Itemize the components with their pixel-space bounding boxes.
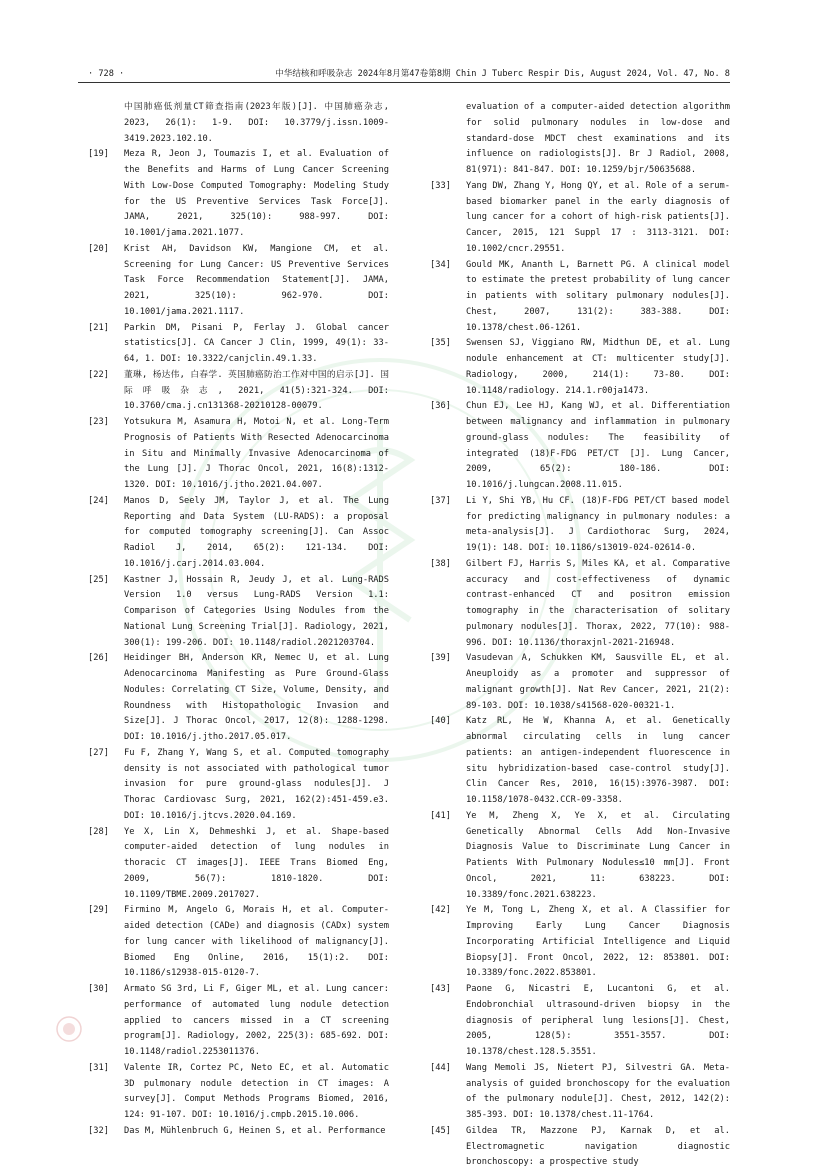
reference-text: Fu F, Zhang Y, Wang S, et al. Computed tomography density is not associated with pathological tumor invasion for pure ground-glass nodules[J]. J Thorac Cardiovasc Surg, 2021, 162(2):451-459.e3. DOI: 10.1016/j.jtcvs.2020.04.169. — [124, 747, 389, 821]
reference-item — [430, 179, 730, 258]
reference-number: [40] — [430, 716, 451, 727]
reference-number: [45] — [430, 1125, 451, 1136]
reference-number: [29] — [88, 905, 109, 916]
reference-number — [430, 100, 466, 179]
reference-text: Chun EJ, Lee HJ, Kang WJ, et al. Differentiation between malignancy and inflammation in pulmonary ground-glass nodules: The feasibility of integrated (18)F-FDG PET/CT [J]. Lung Cancer, 2009, 65(2): 180-186. DOI: 10.1016/j.lungcan.2008.11.015. — [466, 401, 730, 490]
reference-text: Yotsukura M, Asamura H, Motoi N, et al. Long-Term Prognosis of Patients With Resected Adenocarcinoma in Situ and Minimally Invasive Adenocarcinoma of the Lung [J]. J Thorac Oncol, 2021, 16(8):1312-1320. DOI: 10.1016/j.jtho.2021.04.007. — [124, 417, 389, 490]
reference-number: [19] — [88, 149, 109, 160]
reference-number: [23] — [88, 417, 109, 427]
reference-text: Heidinger BH, Anderson KR, Nemec U, et al. Lung Adenocarcinoma Manifesting as Pure Ground-Glass Nodules: Correlating CT Size, Volume, Density, and Roundness with Histopathologic Invasion and Size[J]. J Thorac Oncol, 2017, 12(8): 1288-1298. DOI: 10.1016/j.jtho.2017.05.017. — [124, 653, 389, 742]
references-right-column — [430, 100, 730, 1171]
reference-text: Gould MK, Ananth L, Barnett PG. A clinical model to estimate the pretest probability of lung cancer in patients with solitary pulmonary nodules[J]. Chest, 2007, 131(2): 383-388. DOI: 10.1378/chest.06-1261. — [466, 259, 730, 333]
reference-item — [430, 714, 730, 809]
reference-item — [88, 1061, 389, 1124]
reference-text: Swensen SJ, Viggiano RW, Midthun DE, et al. Lung nodule enhancement at CT: multicenter study[J]. Radiology, 2000, 214(1): 73-80. DOI: 10.1148/radiology. 214.1.r00ja1473. — [466, 338, 730, 396]
reference-number: [34] — [430, 259, 451, 270]
reference-item — [430, 494, 730, 557]
reference-item — [430, 903, 730, 982]
reference-text: Kastner J, Hossain R, Jeudy J, et al. Lung-RADS Version 1.0 versus Lung-RADS Version 1.1: Comparison of Categories Using Nodules from the National Lung Screening Trial[J]. Radiology, 2021, 300(1): 199-206. DOI: 10.1148/radiol.2021203704. — [124, 574, 389, 648]
reference-number: [44] — [430, 1062, 451, 1073]
reference-number: [43] — [430, 984, 451, 994]
reference-item — [88, 415, 389, 494]
reference-number: [37] — [430, 495, 451, 506]
reference-number: [31] — [88, 1062, 109, 1073]
reference-number: [32] — [88, 1125, 109, 1136]
reference-item — [88, 746, 389, 825]
reference-number: [39] — [430, 653, 451, 664]
reference-number: [28] — [88, 826, 109, 837]
reference-text: Wang Memoli JS, Nietert PJ, Silvestri GA. Meta-analysis of guided bronchoscopy for the evaluation of the pulmonary nodule[J]. Chest, 2012, 142(2): 385-393. DOI: 10.1378/chest.11-1764. — [466, 1062, 730, 1120]
reference-item — [88, 651, 389, 746]
reference-text: Gildea TR, Mazzone PJ, Karnak D, et al. Electromagnetic navigation diagnostic bronchoscopy: a prospective study — [466, 1125, 730, 1168]
reference-item — [88, 147, 389, 242]
reference-item — [88, 903, 389, 982]
reference-item — [88, 494, 389, 573]
references-left-column — [88, 100, 389, 1140]
reference-number: [25] — [88, 574, 109, 585]
reference-item — [430, 1124, 730, 1171]
header-rule — [78, 82, 730, 83]
reference-number: [38] — [430, 558, 451, 569]
reference-text: Ye M, Tong L, Zheng X, et al. A Classifier for Improving Early Lung Cancer Diagnosis Incorporating Artificial Intelligence and Liquid Biopsy[J]. Front Oncol, 2022, 12: 853801. DOI: 10.3389/fonc.2022.853801. — [466, 905, 730, 979]
reference-item — [430, 982, 730, 1061]
reference-text: Li Y, Shi YB, Hu CF. (18)F-FDG PET/CT based model for predicting malignancy in pulmonary nodules: a meta-analysis[J]. J Cardiothorac Surg, 2024, 19(1): 148. DOI: 10.1186/s13019-024-02614-0. — [466, 495, 730, 553]
publisher-seal-icon — [56, 1016, 82, 1042]
reference-item — [430, 557, 730, 652]
reference-text: 董琳, 杨达伟, 白春学. 英国肺癌防治工作对中国的启示[J]. 国际呼吸杂志, 2021, 41(5):321-324. DOI: 10.3760/cma.j.cn131368-20210128-00079. — [124, 369, 389, 412]
reference-item — [430, 399, 730, 494]
reference-item — [430, 651, 730, 714]
reference-item — [88, 242, 389, 321]
reference-number: [30] — [88, 984, 109, 994]
reference-item — [88, 368, 389, 415]
reference-text: Gilbert FJ, Harris S, Miles KA, et al. Comparative accuracy and cost-effectiveness of dynamic contrast-enhanced CT and positron emission tomography in the characterisation of solitary pulmonary nodules[J]. Thorax, 2022, 77(10): 988-996. DOI: 10.1136/thoraxjnl-2021-216948. — [466, 558, 730, 648]
reference-number: [20] — [88, 243, 109, 254]
reference-item — [88, 825, 389, 904]
reference-number: [24] — [88, 495, 109, 506]
reference-number: [21] — [88, 322, 109, 333]
reference-text: Ye X, Lin X, Dehmeshki J, et al. Shape-based computer-aided detection of lung nodules in thoracic CT images[J]. IEEE Trans Biomed Eng, 2009, 56(7): 1810-1820. DOI: 10.1109/TBME.2009.2017027. — [124, 826, 389, 900]
reference-item — [430, 1061, 730, 1124]
page-header — [78, 66, 730, 82]
reference-item — [88, 321, 389, 368]
reference-text: Paone G, Nicastri E, Lucantoni G, et al. Endobronchial ultrasound-driven biopsy in the diagnosis of peripheral lung lesions[J]. Chest, 2005, 128(5): 3551-3557. DOI: 10.1378/chest.128.5.3551. — [466, 984, 730, 1057]
reference-text: Das M, Mühlenbruch G, Heinen S, et al. Performance — [124, 1125, 386, 1136]
reference-text: Yang DW, Zhang Y, Hong QY, et al. Role of a serum-based biomarker panel in the early diagnosis of lung cancer for a cohort of high-risk patients[J]. Cancer, 2015, 121 Suppl 17 : 3113-3121. DOI: 10.1002/cncr.29551. — [466, 180, 730, 254]
reference-number: [35] — [430, 338, 451, 349]
reference-number: [27] — [88, 747, 109, 758]
reference-text: Krist AH, Davidson KW, Mangione CM, et al. Screening for Lung Cancer: US Preventive Services Task Force Recommendation Statement[J]. JAMA, 2021, 325(10): 962-970. DOI: 10.1001/jama.2021.1117. — [124, 243, 389, 317]
publisher-logo — [56, 1012, 236, 1052]
reference-number: [36] — [430, 401, 451, 412]
reference-item — [88, 573, 389, 652]
reference-text: Manos D, Seely JM, Taylor J, et al. The Lung Reporting and Data System (LU-RADS): a proposal for computed tomography screening[J]. Can Assoc Radiol J, 2014, 65(2): 121-134. DOI: 10.1016/j.carj.2014.03.004. — [124, 495, 389, 569]
reference-text: Firmino M, Angelo G, Morais H, et al. Computer-aided detection (CADe) and diagnosis (CADx) system for lung cancer with likelihood of malignancy[J]. Biomed Eng Online, 2016, 15(1):2. DOI: 10.1186/s12938-015-0120-7. — [124, 905, 389, 979]
reference-number: [41] — [430, 810, 451, 821]
reference-item — [430, 336, 730, 399]
reference-item — [430, 809, 730, 904]
reference-number: [22] — [88, 369, 109, 380]
page-number: · 728 · — [88, 69, 125, 79]
journal-running-title: 中华结核和呼吸杂志 2024年8月第47卷第8期 Chin J Tuberc Respir Dis, August 2024, Vol. 47, No. 8 — [275, 69, 730, 79]
reference-text: Meza R, Jeon J, Toumazis I, et al. Evaluation of the Benefits and Harms of Lung Cancer Screening With Low-Dose Computed Tomography: Modeling Study for the US Preventive Services Task Force[J]. JAMA, 2021, 325(10): 988-997. DOI: 10.1001/jama.2021.1077. — [124, 149, 389, 238]
reference-text: evaluation of a computer-aided detection algorithm for solid pulmonary nodules in low-dose and standard-dose MDCT chest examinations and its influence on radiologists[J]. Br J Radiol, 2008, 81(971): 841-847. DOI: 10.1259/bjr/50635688. — [466, 102, 730, 175]
reference-number: [42] — [430, 905, 451, 916]
reference-text: Ye M, Zheng X, Ye X, et al. Circulating Genetically Abnormal Cells Add Non-Invasive Diagnosis Value to Discriminate Lung Cancer in Patients With Pulmonary Nodules≤10 mm[J]. Front Oncol, 2021, 11: 638223. DOI: 10.3389/fonc.2021.638223. — [466, 810, 730, 900]
reference-text: Vasudevan A, Schukken KM, Sausville EL, et al. Aneuploidy as a promoter and suppressor of malignant growth[J]. Nat Rev Cancer, 2021, 21(2): 89-103. DOI: 10.1038/s41568-020-00321-1. — [466, 653, 730, 711]
reference-number: [33] — [430, 180, 451, 191]
reference-item — [88, 1124, 389, 1140]
reference-text: 中国肺癌低剂量CT筛查指南(2023年版)[J]. 中国肺癌杂志, 2023, 26(1): 1-9. DOI: 10.3779/j.issn.1009-3419.2023.102.10. — [124, 102, 389, 144]
reference-text: Parkin DM, Pisani P, Ferlay J. Global cancer statistics[J]. CA Cancer J Clin, 1999, 49(1): 33-64, 1. DOI: 10.3322/canjclin.49.1.33. — [124, 322, 389, 364]
reference-number: [26] — [88, 653, 109, 664]
reference-item — [430, 100, 730, 179]
reference-text: Valente IR, Cortez PC, Neto EC, et al. Automatic 3D pulmonary nodule detection in CT images: A survey[J]. Comput Methods Programs Biomed, 2016, 124: 91-107. DOI: 10.1016/j.cmpb.2015.10.006. — [124, 1062, 389, 1120]
reference-item — [88, 100, 389, 147]
reference-item — [430, 258, 730, 337]
reference-text: Armato SG 3rd, Li F, Giger ML, et al. Lung cancer: performance of automated lung nodule detection applied to cancers missed in a CT screening program[J]. Radiology, 2002, 225(3): 685-692. DOI: 10.1148/radiol.2253011376. — [124, 984, 389, 1057]
reference-text: Katz RL, He W, Khanna A, et al. Genetically abnormal circulating cells in lung cancer patients: an antigen-independent fluorescence in situ hybridization-based case-control study[J]. Clin Cancer Res, 2010, 16(15):3976-3987. DOI: 10.1158/1078-0432.CCR-09-3358. — [466, 716, 730, 805]
